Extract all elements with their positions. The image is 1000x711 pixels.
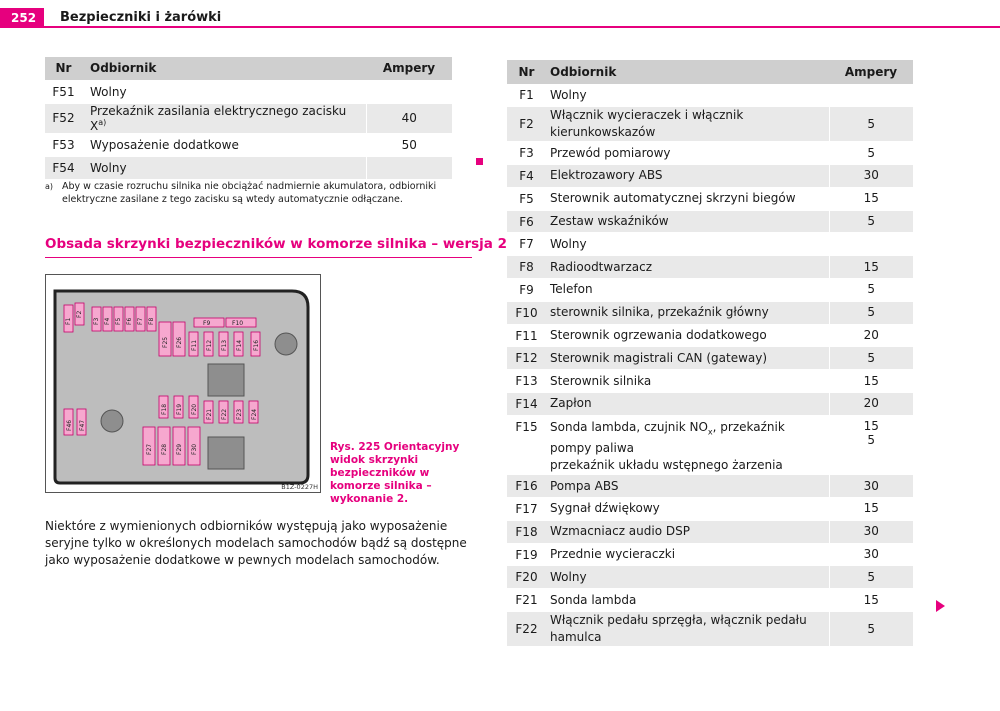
fuse-amperage-value: 5 xyxy=(867,116,876,131)
fuse-label: F1 xyxy=(65,317,72,325)
fuse-amperage-value: 5 xyxy=(867,432,876,447)
fuse-number: F20 xyxy=(507,566,546,589)
fuse-consumer-text: sterownik silnika, przekaźnik główny xyxy=(550,305,769,320)
fuse-consumer xyxy=(546,543,829,566)
fuse-amperage xyxy=(829,256,913,279)
table-row xyxy=(507,84,913,107)
fuse-number: F13 xyxy=(507,370,546,393)
fuse-amperage: 50 xyxy=(366,133,452,156)
table-row xyxy=(507,475,913,498)
fuse-amperage-value: 5 xyxy=(867,145,876,160)
fuse-consumer xyxy=(546,520,829,543)
fuse-amperage-value: 30 xyxy=(863,524,879,539)
fuse-amperage xyxy=(829,107,913,142)
fuse-number: F16 xyxy=(507,475,546,498)
fuse-consumer xyxy=(546,475,829,498)
figure-code: B1Z-0227H xyxy=(281,483,318,491)
fuse-number: F19 xyxy=(507,543,546,566)
table-row xyxy=(507,612,913,647)
fuse-amperage xyxy=(829,279,913,302)
fuse-amperage-value: 15 xyxy=(863,501,879,516)
fuse-label: F16 xyxy=(253,339,260,351)
fuse-amperage-value: 20 xyxy=(863,328,879,343)
column-header-nr: Nr xyxy=(507,60,546,84)
fuse-number: F9 xyxy=(507,279,546,302)
fuse-consumer-text: Wolny xyxy=(550,569,587,584)
table-row xyxy=(507,187,913,210)
fuse-consumer-text: Wolny xyxy=(550,87,587,102)
fuse-number: F4 xyxy=(507,165,546,188)
fuse-box-figure xyxy=(45,274,321,493)
body-paragraph: Niektóre z wymienionych odbiorników występują jako wyposażenie seryjne tylko w określonych modelach samochodów bądź są dostępne jako wyposażenie dodatkowe w pewnych modelach samochodów. xyxy=(45,519,467,567)
table-row xyxy=(507,589,913,612)
fuse-amperage xyxy=(829,84,913,107)
header-rule xyxy=(44,26,1000,28)
fuse-consumer xyxy=(546,165,829,188)
table-row xyxy=(507,107,913,142)
fuse-amperage-value: 15 xyxy=(863,259,879,274)
fuse-number: F11 xyxy=(507,324,546,347)
footnote xyxy=(45,180,455,206)
fuse-label: F47 xyxy=(79,419,86,431)
table-row xyxy=(507,324,913,347)
figure-caption: Rys. 225 Orientacyjny widok skrzynki bezpieczników w komorze silnika – wykonanie 2. xyxy=(330,441,460,505)
fuse-number: F7 xyxy=(507,233,546,256)
fuse-consumer-text: Zapłon xyxy=(550,396,592,411)
table-row xyxy=(507,566,913,589)
fuse-consumer-text: Włącznik pedału sprzęgła, włącznik pedału hamulca xyxy=(550,613,807,645)
fuse-label: F21 xyxy=(206,408,213,420)
table-row xyxy=(45,80,452,103)
fuse-label: F13 xyxy=(221,339,228,351)
fuse-amperage xyxy=(829,475,913,498)
fuse-amperage xyxy=(829,165,913,188)
fuse-amperage-value: 30 xyxy=(863,168,879,183)
fuse-amperage: 40 xyxy=(366,103,452,133)
fuse-consumer xyxy=(546,566,829,589)
section-end-marker xyxy=(476,158,483,165)
fuse-table-2 xyxy=(507,60,913,646)
fuse-consumer-text: Zestaw wskaźników xyxy=(550,214,669,229)
fuse-amperage-value: 5 xyxy=(867,305,876,320)
fuse-consumer xyxy=(546,107,829,142)
fuse-label: F28 xyxy=(161,443,168,455)
fuse-consumer-text: Przednie wycieraczki xyxy=(550,547,676,562)
column-header-amp: Ampery xyxy=(366,57,452,80)
fuse-number: F14 xyxy=(507,393,546,416)
mounting-hole xyxy=(275,333,297,355)
section-title: Obsada skrzynki bezpieczników w komorze silnika – wersja 2 xyxy=(45,236,507,252)
fuse-label: F9 xyxy=(203,320,211,327)
fuse-consumer-text: Telefon xyxy=(550,282,593,297)
fuse-amperage-value: 30 xyxy=(863,547,879,562)
footnote-ref: a) xyxy=(98,117,107,127)
fuse-consumer-text: Elektrozawory ABS xyxy=(550,168,663,183)
fuse-consumer xyxy=(546,84,829,107)
fuse-label: F26 xyxy=(176,336,183,348)
fuse-number: F15 xyxy=(507,415,546,474)
fuse-label: F6 xyxy=(126,317,133,325)
fuse-consumer-text: Sterownik ogrzewania dodatkowego xyxy=(550,328,767,343)
fuse-label: F8 xyxy=(148,317,155,325)
table-row xyxy=(507,498,913,521)
fuse-label: F22 xyxy=(221,408,228,420)
fuse-consumer-text: Wolny xyxy=(550,236,587,251)
fuse-label: F29 xyxy=(176,443,183,455)
fuse-consumer xyxy=(546,415,829,474)
fuse-consumer xyxy=(546,589,829,612)
relay xyxy=(208,437,244,469)
fuse-amperage xyxy=(829,589,913,612)
fuse-table-2-body xyxy=(507,84,913,646)
fuse-label: F46 xyxy=(66,419,73,431)
fuse-consumer xyxy=(546,324,829,347)
fuse-number: F18 xyxy=(507,520,546,543)
fuse-label: F27 xyxy=(146,443,153,455)
fuse-amperage xyxy=(829,370,913,393)
fuse-consumer xyxy=(546,279,829,302)
fuse-label: F7 xyxy=(137,317,144,325)
fuse-amperage xyxy=(829,187,913,210)
fuse-amperage xyxy=(366,156,452,179)
fuse-label: F3 xyxy=(93,317,100,325)
section-rule xyxy=(45,257,472,258)
fuse-consumer-text: Sterownik automatycznej skrzyni biegów xyxy=(550,191,796,206)
fuse-amperage xyxy=(829,543,913,566)
fuse-amperage-value: 15 xyxy=(863,191,879,206)
table-row xyxy=(45,103,452,133)
fuse-number: F6 xyxy=(507,210,546,233)
column-header-amp: Ampery xyxy=(829,60,913,84)
fuse-amperage xyxy=(829,347,913,370)
page-number: 252 xyxy=(0,8,44,28)
fuse-label: F2 xyxy=(76,310,83,318)
fuse-number: F5 xyxy=(507,187,546,210)
table-row xyxy=(507,301,913,324)
fuse-number: F1 xyxy=(507,84,546,107)
fuse-consumer xyxy=(82,103,366,133)
fuse-consumer-text: Sonda lambda xyxy=(550,592,637,607)
fuse-amperage-value: 30 xyxy=(863,478,879,493)
fuse-amperage-value: 5 xyxy=(867,569,876,584)
fuse-consumer-text: przekaźnik układu wstępnego żarzenia xyxy=(550,458,783,473)
table-row xyxy=(507,393,913,416)
fuse-number: F54 xyxy=(45,156,82,179)
fuse-number: F53 xyxy=(45,133,82,156)
fuse-label: F12 xyxy=(206,339,213,351)
fuse-consumer: Wyposażenie dodatkowe xyxy=(82,133,366,156)
fuse-label: F24 xyxy=(251,408,258,420)
fuse-consumer-text: Sygnał dźwiękowy xyxy=(550,501,660,516)
fuse-label: F18 xyxy=(161,403,168,415)
fuse-number: F2 xyxy=(507,107,546,142)
table-row xyxy=(507,520,913,543)
fuse-label: F4 xyxy=(104,317,111,325)
fuse-consumer-text: Wzmacniacz audio DSP xyxy=(550,524,690,539)
fuse-amperage-value: 5 xyxy=(867,621,876,636)
fuse-number: F52 xyxy=(45,103,82,133)
page-header xyxy=(0,0,1000,30)
fuse-consumer-text: Przewód pomiarowy xyxy=(550,145,671,160)
fuse-label: F10 xyxy=(232,320,244,327)
fuse-amperage-value: 5 xyxy=(867,214,876,229)
column-header-nr: Nr xyxy=(45,57,82,80)
fuse-amperage-value: 5 xyxy=(867,350,876,365)
fuse-amperage xyxy=(829,324,913,347)
table-row xyxy=(507,370,913,393)
fuse-label: F19 xyxy=(176,403,183,415)
fuse-amperage xyxy=(829,301,913,324)
fuse-consumer xyxy=(546,347,829,370)
relay xyxy=(208,364,244,396)
chapter-title: Bezpieczniki i żarówki xyxy=(60,10,222,25)
fuse-consumer xyxy=(546,142,829,165)
fuse-amperage xyxy=(829,612,913,647)
fuse-label: F25 xyxy=(162,336,169,348)
fuse-number: F3 xyxy=(507,142,546,165)
fuse-consumer xyxy=(546,370,829,393)
fuse-consumer-text: Sterownik silnika xyxy=(550,373,652,388)
fuse-consumer-text: Włącznik wycieraczek i włącznik kierunkowskazów xyxy=(550,108,744,140)
column-header-name: Odbiornik xyxy=(546,60,829,84)
fuse-consumer-text: Przekaźnik zasilania elektrycznego zacisku X xyxy=(90,103,347,133)
fuse-consumer xyxy=(546,187,829,210)
table-row xyxy=(507,347,913,370)
table-row xyxy=(507,543,913,566)
table-row xyxy=(507,279,913,302)
fuse-consumer: Wolny xyxy=(82,156,366,179)
fuse-label: F11 xyxy=(191,339,198,351)
subscript: x xyxy=(707,427,713,437)
fuse-consumer: Wolny xyxy=(82,80,366,103)
fuse-number: F8 xyxy=(507,256,546,279)
fuse-number: F22 xyxy=(507,612,546,647)
fuse-number: F17 xyxy=(507,498,546,521)
fuse-amperage xyxy=(829,233,913,256)
fuse-amperage xyxy=(829,415,913,474)
table-row xyxy=(45,156,452,179)
fuse-number: F51 xyxy=(45,80,82,103)
fuse-consumer-text: Sterownik magistrali CAN (gateway) xyxy=(550,350,768,365)
fuse-consumer xyxy=(546,612,829,647)
fuse-amperage xyxy=(366,80,452,103)
table-row xyxy=(45,133,452,156)
fuse-consumer xyxy=(546,256,829,279)
fuse-amperage xyxy=(829,566,913,589)
fuse-box-diagram xyxy=(46,275,320,492)
fuse-amperage-value: 5 xyxy=(867,282,876,297)
fuse-amperage-value: 15 xyxy=(863,592,879,607)
next-page-arrow-icon xyxy=(936,600,945,612)
mounting-hole xyxy=(101,410,123,432)
table-row xyxy=(507,210,913,233)
fuse-label: F5 xyxy=(115,317,122,325)
fuse-consumer-text: Pompa ABS xyxy=(550,478,619,493)
fuse-label: F30 xyxy=(191,443,198,455)
fuse-amperage-value: 15 xyxy=(863,418,879,433)
table-row xyxy=(507,415,913,474)
fuse-label: F23 xyxy=(236,408,243,420)
fuse-consumer xyxy=(546,210,829,233)
fuse-consumer-text: Radioodtwarzacz xyxy=(550,259,653,274)
fuse-table-1 xyxy=(45,57,452,179)
fuse-label: F14 xyxy=(236,339,243,351)
fuse-consumer xyxy=(546,301,829,324)
table-row xyxy=(507,256,913,279)
column-header-name: Odbiornik xyxy=(82,57,366,80)
fuse-number: F10 xyxy=(507,301,546,324)
table-row xyxy=(507,165,913,188)
fuse-amperage xyxy=(829,520,913,543)
fuse-amperage xyxy=(829,393,913,416)
table-row xyxy=(507,233,913,256)
fuse-consumer xyxy=(546,233,829,256)
table-row xyxy=(507,142,913,165)
fuse-consumer-text: , przekaźnik pompy paliwa xyxy=(550,419,785,456)
fuse-number: F12 xyxy=(507,347,546,370)
fuse-amperage-value: 20 xyxy=(863,396,879,411)
fuse-amperage-value: 15 xyxy=(863,373,879,388)
footnote-mark: a) xyxy=(45,182,54,191)
fuse-label: F20 xyxy=(191,403,198,415)
fuse-amperage xyxy=(829,210,913,233)
footnote-text: Aby w czasie rozruchu silnika nie obciążać nadmiernie akumulatora, odbiorniki elektryczne zasilane z tego zacisku są wtedy automatycznie odłączane. xyxy=(62,181,437,205)
fuse-amperage xyxy=(829,498,913,521)
fuse-amperage xyxy=(829,142,913,165)
fuse-consumer xyxy=(546,393,829,416)
fuse-number: F21 xyxy=(507,589,546,612)
fuse-consumer-text: Sonda lambda, czujnik NO xyxy=(550,419,708,434)
fuse-consumer xyxy=(546,498,829,521)
